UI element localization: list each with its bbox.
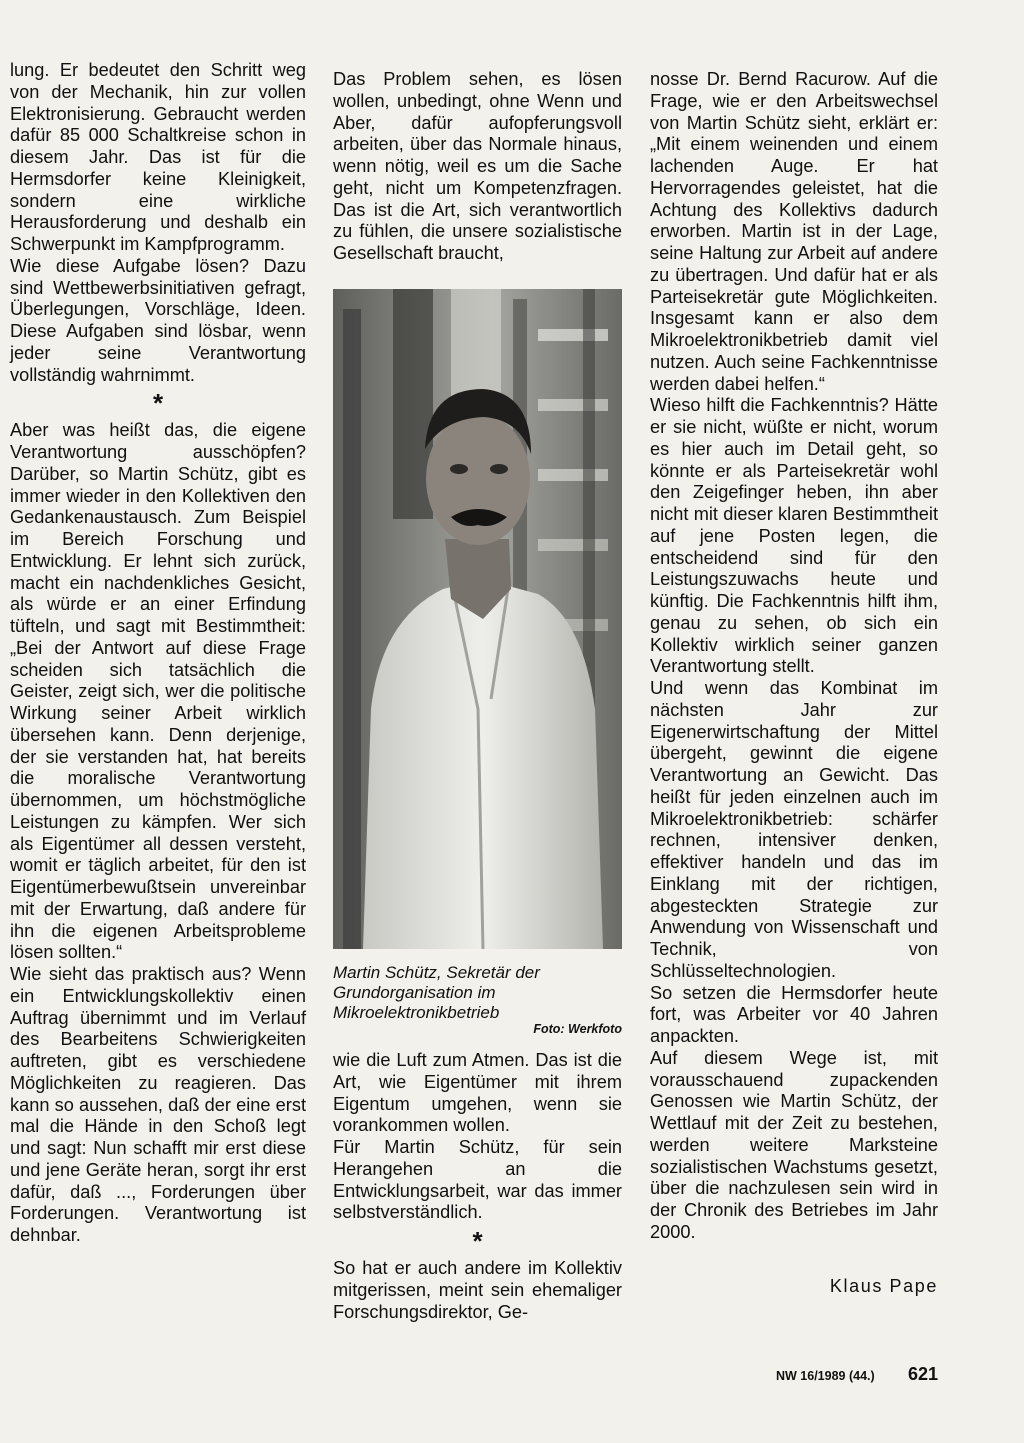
paragraph: Auf diesem Wege ist, mit vorausschauend zupackenden Genossen wie Martin Schütz, der Wettlauf mit der Zeit zu bestehen, werden weitere Marksteine sozialistischen Wachstums gesetzt, über die nachzulesen sein wird in der Chronik des Betriebes im Jahr 2000. — [650, 1047, 938, 1242]
section-separator: * — [472, 1226, 483, 1256]
paragraph: lung. Er bedeutet den Schritt weg von der Mechanik, hin zur vollen Elektronisierung. Gebraucht werden dafür 85 000 Schaltkreise schon in diesem Jahr. Das ist für die Hermsdorfer keine Kleinigkeit, sondern eine wirkliche Herausforderung und deshalb ein Schwerpunkt im Kampfprogramm. — [10, 60, 306, 254]
article-column-2-top — [333, 69, 622, 265]
issue-reference: NW 16/1989 (44.) — [776, 1369, 875, 1383]
page-footer — [776, 1364, 938, 1385]
paragraph: Wieso hilft die Fachkenntnis? Hätte er sie nicht, wüßte er nicht, worum es hier auch im Detail geht, so könnte er als Parteisekretär wohl den Zeigefinger heben, ihn aber nicht mit dieser klaren Bestimmtheit auf jene Posten legen, die entscheidend sind für den Leistungszuwachs heute und künftig. Die Fachkenntnis hilft ihm, genau zu sehen, ob sich ein Kollektiv wirklich seiner ganzen Verantwortung stellt. — [650, 395, 938, 677]
author-name: Klaus Pape — [829, 1276, 938, 1296]
paragraph: Wie sieht das praktisch aus? Wenn ein Entwicklungskollektiv einen Auftrag übernimmt und im Verlauf des Bearbeitens Schwierigkeiten auftreten, gibt es verschiedene Möglichkeiten zu reagieren. Das kann so aussehen, daß der eine erst mal die Hände in den Schoß legt und sagt: Nun schafft mir erst diese und jene Geräte heran, sorgt ihr erst dafür, daß ..., Forderungen über Forderungen. Verantwortung ist dehnbar. — [10, 964, 306, 1245]
portrait-photo — [333, 289, 622, 949]
photo-caption: Martin Schütz, Sekretär der Grundorganisation im Mikroelektronikbetrieb — [333, 963, 540, 1022]
page-number: 621 — [907, 1364, 938, 1384]
article-column-1 — [10, 60, 306, 1247]
article-column-3 — [650, 69, 938, 1244]
paragraph: So hat er auch andere im Kollektiv mitgerissen, meint sein ehemaliger Forschungsdirektor, Ge- — [333, 1258, 622, 1322]
paragraph: nosse Dr. Bernd Racurow. Auf die Frage, wie er den Arbeitswechsel von Martin Schütz sieht, erklärt er: „Mit einem weinenden und einem lachenden Auge. Er hat Hervorragendes geleistet, hat die Achtung des Kollektivs dadurch erworben. Martin ist in der Lage, seine Haltung zur Arbeit auf andere zu übertragen. Und dafür hat er als Parteisekretär gute Möglichkeiten. Insgesamt kann er also dem Mikroelektronikbetrieb damit viel nutzen. Auch seine Fachkenntnisse werden dabei helfen.“ — [650, 69, 938, 394]
photo-credit: Foto: Werkfoto — [533, 1022, 622, 1036]
paragraph: Und wenn das Kombinat im nächsten Jahr zur Eigenerwirtschaftung der Mittel übergeht, gewinnt die eigene Verantwortung an Gewicht. Das heißt für jeden einzelnen auch im Mikroelektronikbetrieb: schärfer rechnen, intensiver denken, effektiver handeln und das im Einklang mit der richtigen, abgesteckten Strategie zur Anwendung von Wissenschaft und Technik, von Schlüsseltechnologien. — [650, 678, 938, 981]
paragraph: Für Martin Schütz, für sein Herangehen an die Entwicklungsarbeit, war das immer selbstverständlich. — [333, 1137, 622, 1223]
paragraph: Wie diese Aufgabe lösen? Dazu sind Wettbewerbsinitiativen gefragt, Überlegungen, Vorschläge, Ideen. Diese Aufgaben sind lösbar, wenn jeder seine Verantwortung vollständig wahrnimmt. — [10, 255, 306, 385]
section-separator: * — [152, 388, 164, 419]
paragraph: wie die Luft zum Atmen. Das ist die Art, wie Eigentümer mit ihrem Eigentum umgehen, wenn sie vorankommen wollen. — [333, 1050, 622, 1136]
article-column-2-bottom — [333, 1050, 622, 1323]
paragraph: Aber was heißt das, die eigene Verantwortung ausschöpfen? Darüber, so Martin Schütz, gibt es immer wieder in den Kollektiven den Gedankenaustausch. Zum Beispiel im Bereich Forschung und Entwicklung. Er lehnt sich zurück, macht ein nachdenkliches Gesicht, als würde er an einer Erfindung tüfteln, und sagt mit Bestimmtheit: „Bei der Antwort auf diese Frage scheiden sich tatsächlich die Geister, zeigt sich, wer die politische Wirkung seiner Arbeit wirklich übersehen kann. Denn derjenige, der sie verstanden hat, hat bereits die moralische Verantwortung übernommen, um höchstmögliche Leistungen zu kämpfen. Wer sich als Eigentümer all dessen versteht, womit er täglich arbeitet, für den ist Eigentümerbewußtsein unvereinbar mit der Erwartung, daß andere für ihn die eigenen Arbeitsprobleme lösen sollten.“ — [10, 420, 306, 963]
paragraph: So setzen die Hermsdorfer heute fort, was Arbeiter vor 40 Jahren anpackten. — [650, 982, 938, 1046]
paragraph: Das Problem sehen, es lösen wollen, unbedingt, ohne Wenn und Aber, dafür aufopferungsvoll arbeiten, über das Normale hinaus, wenn nötig, weil es um die Sache geht, nicht um Kompetenzfragen. Das ist die Art, sich verantwortlich zu fühlen, die unsere sozialistische Gesellschaft braucht, — [333, 69, 622, 263]
